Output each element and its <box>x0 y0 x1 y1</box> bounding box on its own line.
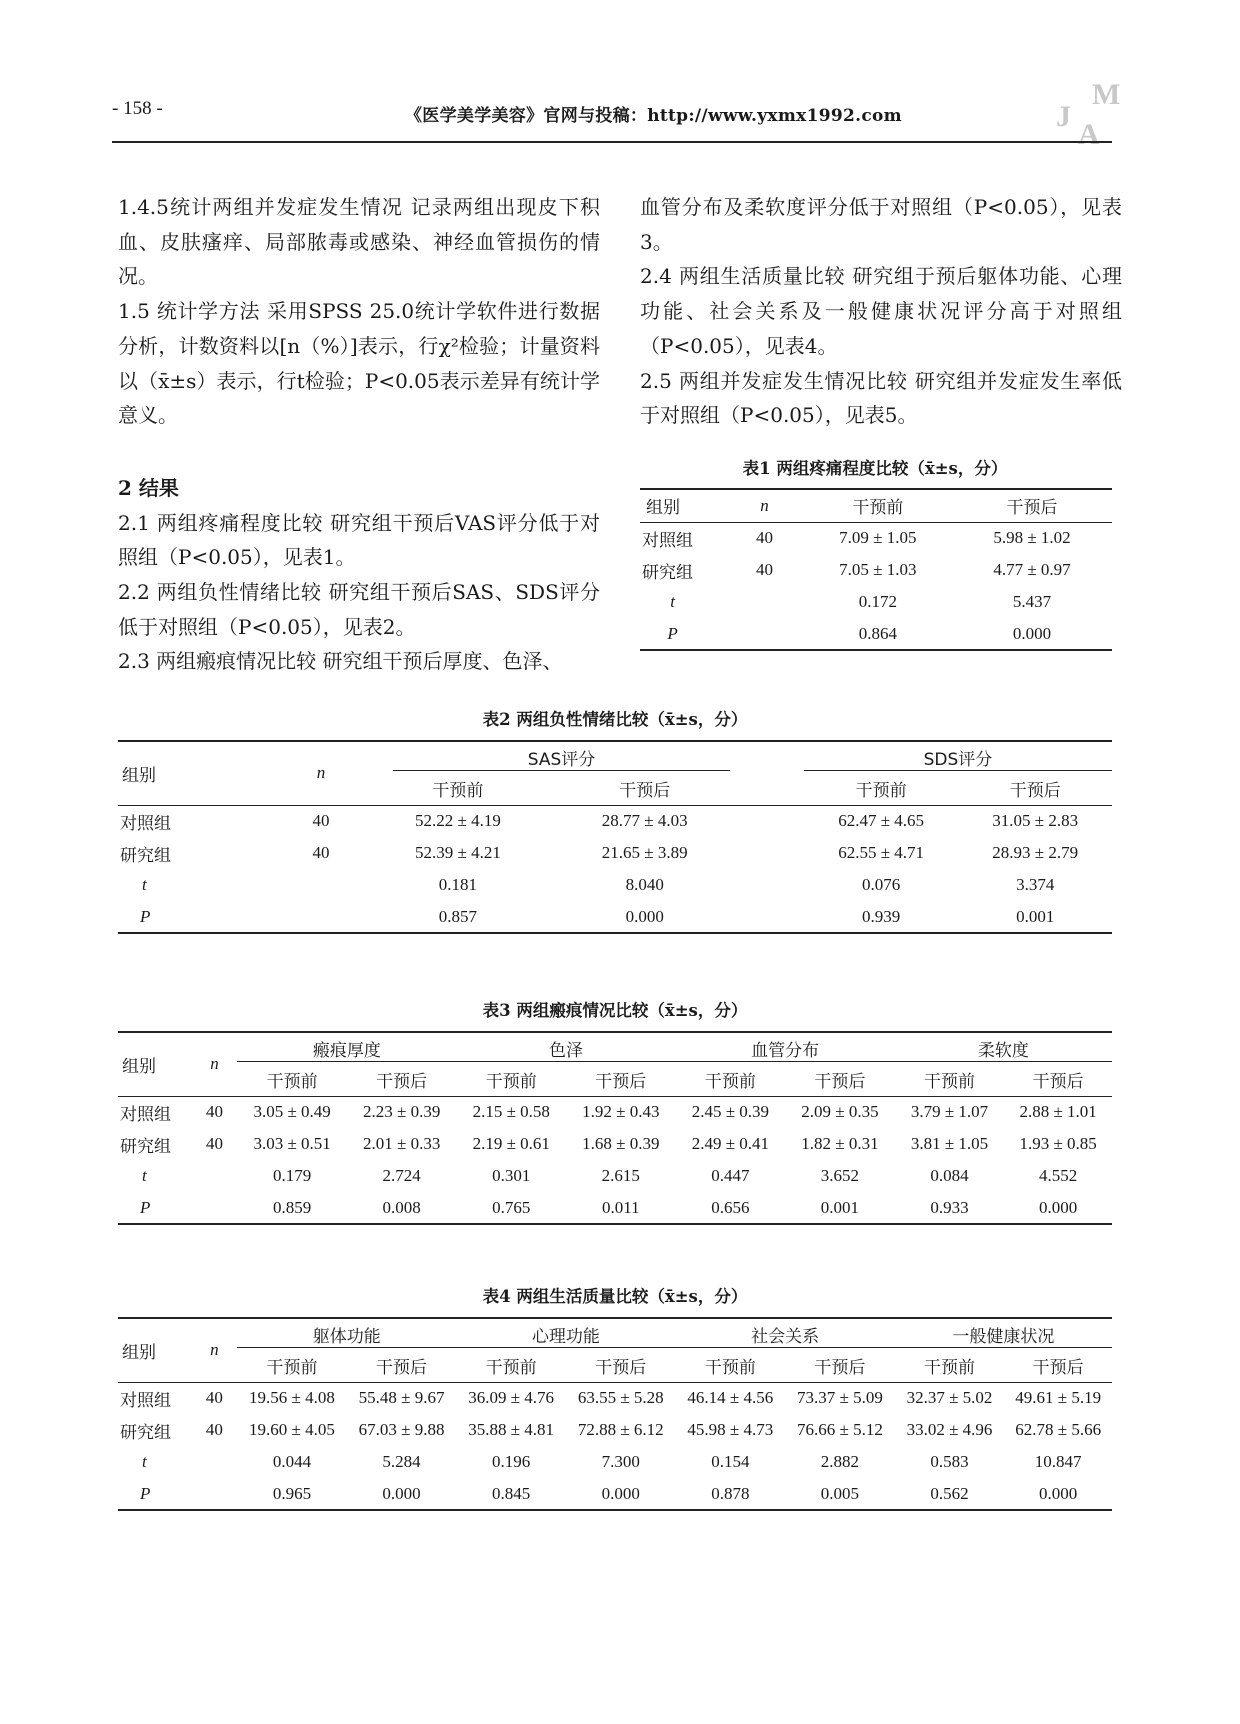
table-row <box>118 1160 1112 1192</box>
table-cell: 0.878 <box>711 1483 750 1503</box>
table3 <box>118 1031 1112 1225</box>
table-cell: P <box>667 623 678 643</box>
table4-sub-header: 干预后 <box>1004 1350 1112 1382</box>
table1-header-after: 干预后 <box>952 489 1112 522</box>
table-row <box>640 522 1112 554</box>
table-cell: 1.92 ± 0.43 <box>582 1102 660 1122</box>
table-row <box>118 1096 1112 1128</box>
table-cell: 对照组 <box>120 1104 171 1125</box>
table-cell <box>725 586 804 618</box>
table-cell: 2.09 ± 0.35 <box>801 1102 879 1122</box>
table-cell: 3.374 <box>1016 875 1055 894</box>
table-cell: 52.22 ± 4.19 <box>414 811 501 831</box>
table2-header-group: 组别 <box>118 741 271 805</box>
table4-sub-header: 干预后 <box>347 1350 457 1382</box>
table-cell <box>192 1478 238 1510</box>
table1-caption: 表1 两组疼痛程度比较（x̄±s，分） <box>742 459 1008 478</box>
table-cell <box>271 869 370 901</box>
table-cell: 0.301 <box>492 1166 531 1185</box>
table3-sub-header: 干预前 <box>237 1064 347 1096</box>
table-cell: 2.49 ± 0.41 <box>691 1134 770 1153</box>
table-cell: 32.37 ± 5.02 <box>906 1388 993 1408</box>
table-row <box>118 1192 1112 1224</box>
table-cell: t <box>142 1166 147 1185</box>
table-cell: 4.552 <box>1039 1166 1078 1185</box>
table3-group-pliability <box>895 1032 1112 1064</box>
table-cell: 40 <box>206 1102 224 1122</box>
table-cell: 52.39 ± 4.21 <box>414 843 501 862</box>
table-cell: P <box>140 906 151 926</box>
page-number: - 158 - <box>112 98 163 119</box>
table2-group-sds <box>804 741 1112 773</box>
table-cell: 2.724 <box>382 1166 421 1185</box>
table-row <box>640 554 1112 586</box>
table4-sub-header: 干预前 <box>237 1350 347 1382</box>
table-cell: 3.652 <box>820 1166 860 1185</box>
table-cell: 1.82 ± 0.31 <box>801 1134 879 1153</box>
table-cell: 0.583 <box>930 1452 969 1471</box>
table3-sub-header: 干预后 <box>785 1064 895 1096</box>
paragraph-2-3: 2.3 两组瘢痕情况比较 研究组干预后厚度、色泽、 <box>118 649 563 674</box>
table-cell: 0.172 <box>858 592 897 611</box>
table-cell: 0.196 <box>492 1452 531 1471</box>
journal-logo <box>1052 74 1122 148</box>
table2-caption: 表2 两组负性情绪比较（x̄±s，分） <box>482 710 748 729</box>
table3-group-label: 色泽 <box>456 1036 675 1062</box>
table3-group-label: 瘢痕厚度 <box>237 1036 456 1062</box>
table4-group-label: 一般健康状况 <box>895 1322 1112 1348</box>
table-cell: 7.05 ± 1.03 <box>839 560 917 579</box>
table-cell: 2.88 ± 1.01 <box>1019 1102 1097 1122</box>
table4-sub-header: 干预前 <box>456 1350 566 1382</box>
table4-group-physical <box>237 1318 456 1350</box>
table-cell: 0.008 <box>382 1197 421 1217</box>
table4-sub-header: 干预前 <box>676 1350 786 1382</box>
table-cell: 2.19 ± 0.61 <box>472 1134 550 1153</box>
table-cell: 0.084 <box>930 1166 969 1185</box>
table-row <box>118 901 1112 933</box>
table-cell: 2.615 <box>601 1166 640 1185</box>
table3-group-label: 血管分布 <box>676 1036 895 1062</box>
table-cell: 31.05 ± 2.83 <box>992 811 1079 831</box>
table-row <box>118 805 1112 837</box>
paragraph-1-4-5: 1.4.5统计两组并发症发生情况 记录两组出现皮下积血、皮肤瘙痒、局部脓毒或感染、神经血管损伤的情况。 <box>118 195 600 289</box>
table-cell: 40 <box>755 560 773 579</box>
table3-caption: 表3 两组瘢痕情况比较（x̄±s，分） <box>482 1001 748 1020</box>
table-cell: 7.09 ± 1.05 <box>839 528 917 548</box>
table-cell: 0.859 <box>272 1197 312 1217</box>
table-cell: 62.47 ± 4.65 <box>838 811 925 831</box>
table-cell: 3.03 ± 0.51 <box>253 1134 331 1153</box>
logo-letter-m: M <box>1092 78 1121 111</box>
table-cell: 0.939 <box>862 906 901 926</box>
table-cell <box>192 1160 238 1192</box>
table4-caption: 表4 两组生活质量比较（x̄±s，分） <box>482 1287 748 1306</box>
table-row <box>118 1446 1112 1478</box>
table1-header-before: 干预前 <box>804 489 952 522</box>
table-cell: 0.044 <box>272 1452 312 1471</box>
table-row <box>640 586 1112 618</box>
table-cell: 2.01 ± 0.33 <box>363 1134 441 1153</box>
table-cell: 49.61 ± 5.19 <box>1015 1388 1102 1408</box>
table-cell: P <box>140 1483 151 1503</box>
table3-header-group: 组别 <box>118 1032 192 1096</box>
table-cell: 研究组 <box>120 845 171 866</box>
table-cell: t <box>670 592 675 611</box>
table-cell: 3.79 ± 1.07 <box>910 1102 989 1122</box>
table-cell: 5.284 <box>382 1452 421 1471</box>
table4-group-label: 躯体功能 <box>237 1322 456 1348</box>
table3-sub-header: 干预后 <box>1004 1064 1112 1096</box>
table-cell: 73.37 ± 5.09 <box>797 1388 883 1408</box>
table-cell: 19.60 ± 4.05 <box>249 1420 335 1439</box>
table-cell: 67.03 ± 9.88 <box>358 1420 445 1439</box>
table-cell: 62.55 ± 4.71 <box>838 843 925 862</box>
table-cell: 28.93 ± 2.79 <box>992 843 1079 862</box>
table3-sub-header: 干预后 <box>566 1064 676 1096</box>
paragraph-1-5: 1.5 统计学方法 采用SPSS 25.0统计学软件进行数据分析，计数资料以[n（%）]表示，行χ²检验；计量资料以（x̄±s）表示，行t检验；P<0.05表示差异有统计学意义。 <box>118 299 600 428</box>
table-row <box>118 1128 1112 1160</box>
table-cell: 0.965 <box>272 1483 312 1503</box>
paragraph-2-4: 2.4 两组生活质量比较 研究组于预后躯体功能、心理功能、社会关系及一般健康状况评分高于对照组（P<0.05），见表4。 <box>640 264 1122 358</box>
table-cell: 0.845 <box>492 1483 531 1503</box>
table3-group-label: 柔软度 <box>895 1036 1112 1062</box>
table3-sub-header: 干预前 <box>895 1064 1005 1096</box>
table-cell <box>725 618 804 650</box>
table-cell: 40 <box>312 843 330 862</box>
table4-group-general-health <box>895 1318 1112 1350</box>
table-cell: 19.56 ± 4.08 <box>249 1388 335 1408</box>
table-cell: 0.000 <box>382 1483 421 1503</box>
table-cell: 0.181 <box>438 875 478 894</box>
table-row <box>118 1478 1112 1510</box>
table-cell: 0.000 <box>625 906 664 926</box>
section-title-results: 2 结果 <box>118 475 179 500</box>
table-cell: 2.882 <box>820 1452 860 1471</box>
table3-sub-header: 干预后 <box>347 1064 457 1096</box>
table-cell: 3.05 ± 0.49 <box>253 1102 331 1122</box>
table-cell: 28.77 ± 4.03 <box>601 811 688 831</box>
table4-group-psychological <box>456 1318 675 1350</box>
table-cell: 0.011 <box>601 1197 640 1217</box>
table-cell: 76.66 ± 5.12 <box>797 1420 883 1439</box>
table4-header-group: 组别 <box>118 1318 192 1382</box>
logo-letter-j: J <box>1056 100 1071 133</box>
table-cell: 对照组 <box>642 530 693 551</box>
table-cell <box>192 1446 238 1478</box>
table-cell: 对照组 <box>120 1390 171 1411</box>
table-row <box>118 1382 1112 1414</box>
table-cell: 0.857 <box>438 906 478 926</box>
table1-header-group: 组别 <box>640 489 725 522</box>
table-cell: 0.005 <box>820 1483 860 1503</box>
table-cell: 72.88 ± 6.12 <box>577 1420 664 1439</box>
table-cell: 研究组 <box>120 1422 171 1443</box>
journal-header: 《医学美学美容》官网与投稿：http://www.yxmx1992.com <box>405 106 902 126</box>
table-cell: 0.447 <box>711 1166 750 1185</box>
table-cell: 0.000 <box>601 1483 640 1503</box>
table-cell: 40 <box>755 528 773 548</box>
table1-header-n: n <box>725 489 804 522</box>
table2 <box>118 740 1112 934</box>
table-cell: 0.562 <box>930 1483 969 1503</box>
table4-group-social <box>676 1318 895 1350</box>
table4-sub-header: 干预后 <box>785 1350 895 1382</box>
table-cell: 0.765 <box>492 1197 531 1217</box>
table-cell: 0.154 <box>711 1452 750 1471</box>
table-cell: 3.81 ± 1.05 <box>910 1134 989 1153</box>
table-cell: 35.88 ± 4.81 <box>468 1420 555 1439</box>
table4-sub-header: 干预前 <box>895 1350 1005 1382</box>
table1 <box>640 488 1112 651</box>
table-cell: 0.076 <box>862 875 901 894</box>
paragraph-2-2: 2.2 两组负性情绪比较 研究组干预后SAS、SDS评分低于对照组（P<0.05），见表2。 <box>118 580 600 639</box>
paragraph-2-5: 2.5 两组并发症发生情况比较 研究组并发症发生率低于对照组（P<0.05），见表5。 <box>640 368 1122 428</box>
table2-group-sas-label: SAS评分 <box>393 745 731 771</box>
table2-group-sds-label: SDS评分 <box>804 745 1112 771</box>
table-cell: 63.55 ± 5.28 <box>577 1388 664 1408</box>
table3-group-color <box>456 1032 675 1064</box>
table3-header-n: n <box>192 1032 238 1096</box>
table-cell <box>271 901 370 933</box>
table-cell: 21.65 ± 3.89 <box>601 843 688 862</box>
table-cell: 研究组 <box>120 1136 171 1157</box>
table-cell: 1.93 ± 0.85 <box>1019 1134 1097 1153</box>
table-cell: 40 <box>205 1388 223 1408</box>
table2-sub-header: 干预前 <box>371 773 545 805</box>
table-cell: 2.23 ± 0.39 <box>363 1102 441 1122</box>
table4-header-n: n <box>192 1318 238 1382</box>
table-cell: 0.000 <box>1012 623 1052 643</box>
table2-header-n: n <box>271 741 370 805</box>
table-cell: 0.001 <box>820 1197 860 1217</box>
paragraph-2-3-cont: 血管分布及柔软度评分低于对照组（P<0.05），见表3。 <box>640 195 1122 254</box>
table4-sub-header: 干预后 <box>566 1350 676 1382</box>
table-cell: 2.45 ± 0.39 <box>691 1102 770 1122</box>
table-cell: 40 <box>312 811 330 831</box>
table-cell <box>192 1192 238 1224</box>
table-cell: 4.77 ± 0.97 <box>993 560 1071 579</box>
table-row <box>118 837 1112 869</box>
table-cell: 0.000 <box>1039 1197 1078 1217</box>
table3-sub-header: 干预前 <box>676 1064 786 1096</box>
table-cell: 0.001 <box>1016 906 1055 926</box>
right-column <box>640 190 1122 433</box>
table3-group-vascularity <box>676 1032 895 1064</box>
table-cell: 1.68 ± 0.39 <box>582 1134 660 1153</box>
table-cell: 0.179 <box>272 1166 312 1185</box>
table-cell: 对照组 <box>120 813 171 834</box>
table-cell: 0.864 <box>858 623 897 643</box>
table-cell: 5.98 ± 1.02 <box>993 528 1071 548</box>
table-cell: 2.15 ± 0.58 <box>472 1102 550 1122</box>
table-cell: 40 <box>206 1134 224 1153</box>
table-cell: 0.000 <box>1039 1483 1078 1503</box>
table-cell: 0.933 <box>930 1197 969 1217</box>
table4-group-label: 社会关系 <box>676 1322 895 1348</box>
table-cell: 33.02 ± 4.96 <box>906 1420 993 1439</box>
logo-letter-a: A <box>1078 118 1100 148</box>
table-row <box>118 869 1112 901</box>
table2-sub-header: 干预后 <box>545 773 744 805</box>
table-cell: 55.48 ± 9.67 <box>358 1388 445 1408</box>
table-row <box>640 618 1112 650</box>
table-cell: t <box>142 1452 147 1471</box>
table-cell: 0.656 <box>711 1197 750 1217</box>
table-cell: P <box>140 1197 151 1217</box>
table2-group-sas <box>371 741 745 773</box>
paragraph-2-1: 2.1 两组疼痛程度比较 研究组干预后VAS评分低于对照组（P<0.05），见表1。 <box>118 510 600 570</box>
table-cell: 46.14 ± 4.56 <box>687 1388 774 1408</box>
table-cell: 7.300 <box>601 1452 640 1471</box>
table4-group-label: 心理功能 <box>456 1322 675 1348</box>
table-cell: 5.437 <box>1012 592 1052 611</box>
table-cell: 40 <box>205 1420 223 1439</box>
table-cell: 36.09 ± 4.76 <box>468 1388 555 1408</box>
table3-sub-header: 干预前 <box>456 1064 566 1096</box>
header-rule <box>112 141 1112 143</box>
table2-sub-header: 干预后 <box>958 773 1112 805</box>
table-cell: 8.040 <box>625 875 664 894</box>
table3-group-thickness <box>237 1032 456 1064</box>
table-cell: 10.847 <box>1034 1452 1082 1471</box>
table-row <box>118 1414 1112 1446</box>
table-cell: 62.78 ± 5.66 <box>1015 1420 1102 1439</box>
left-column <box>118 190 600 679</box>
table4 <box>118 1317 1112 1511</box>
table2-sub-header: 干预前 <box>804 773 959 805</box>
table-cell: t <box>142 875 147 894</box>
table-cell: 研究组 <box>642 562 693 583</box>
table-cell: 45.98 ± 4.73 <box>687 1420 774 1439</box>
